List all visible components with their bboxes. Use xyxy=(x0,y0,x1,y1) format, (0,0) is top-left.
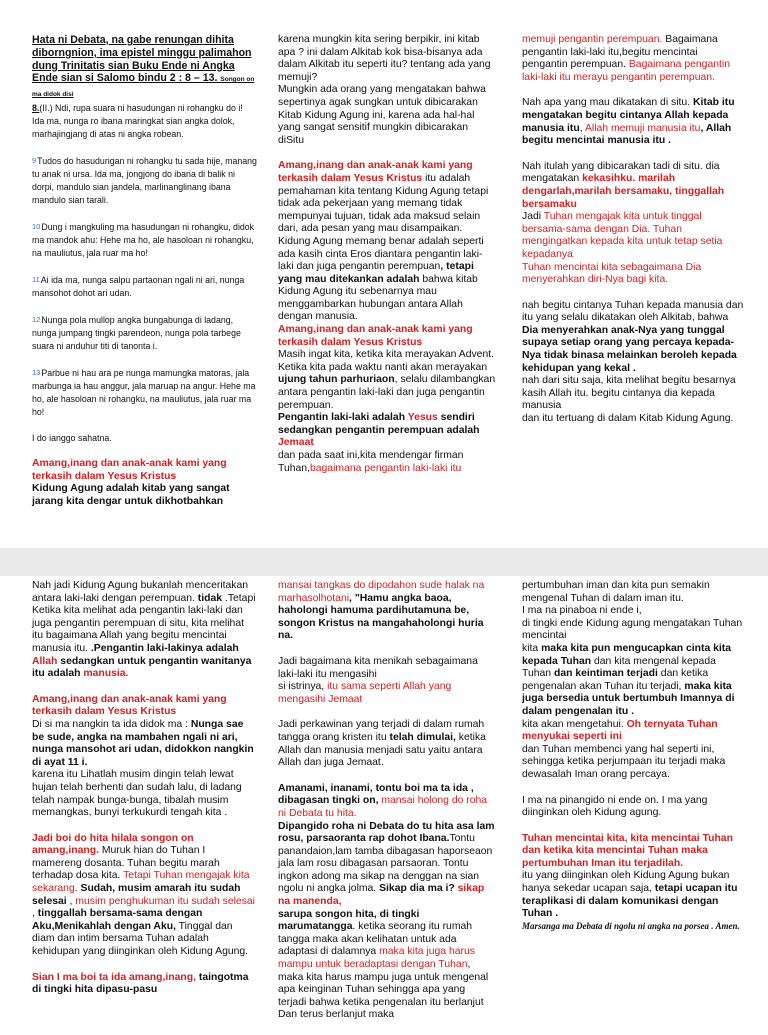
paragraph xyxy=(522,97,744,147)
red-run: Allah xyxy=(32,655,58,667)
paragraph xyxy=(522,870,744,920)
paragraph xyxy=(522,34,744,84)
verse-8 xyxy=(32,102,257,141)
text-run: sendiri sedangkan pengantin perempuan adalah xyxy=(278,412,480,436)
bold-paragraph: Kidung Agung adalah kitab yang sangat jarang kita dengar untuk dikhotbahkan xyxy=(32,483,230,507)
verse-number: 8. xyxy=(32,102,40,113)
bold-run: , tetapi yang mau ditekankan adalah xyxy=(278,261,474,285)
red-heading: Amang,inang dan anak-anak kami yang terkasih dalam Yesus Kristus xyxy=(278,160,473,184)
red-heading: Amang,inang dan anak-anak kami yang terkasih dalam Yesus Kristus xyxy=(32,457,227,482)
paragraph xyxy=(278,580,496,643)
paragraph: nah begitu cintanya Tuhan kepada manusia dan itu yang selalu dikatakan oleh Alkitab, bahwa xyxy=(522,299,744,324)
bold-run: Nunga sae be sude, angka na mambahen ngali ni ari, nunga mansohot ari udan, didokkon nangkin di ayat 11 i. xyxy=(32,718,254,768)
text-run: Muruk hian do Tuhan I mamereng dosanta. Tuhan begitu marah terhadap dosa kita. xyxy=(32,845,220,882)
bold-run: , "Hamu angka baoa, haholongi hamuma pardihutamuna be, songon Kristus na mangahaholongi huria na. xyxy=(278,592,484,642)
verse-number: 13 xyxy=(32,367,41,377)
verse-11 xyxy=(32,273,257,300)
red-heading: Amang,inang dan anak-anak kami yang terkasih dalam Yesus Kristus xyxy=(278,324,473,348)
text-run: Bagaimana pengantin laki-laki itu,begitu mencintai pengantin perempuan. xyxy=(522,34,718,71)
text-run: , maka kita harus mampu juga untuk mengenal apa keinginan Tuhan sehingga apa yang terjadi bahwa ketika pengenalan itu berlanjut Dan terus berlanjut maka xyxy=(278,959,489,1021)
red-heading: Amang,inang dan anak-anak kami yang terkasih dalam Yesus Kristus xyxy=(32,693,227,718)
paragraph xyxy=(522,719,744,744)
closing-line: I do ianggo sahatna. xyxy=(32,432,112,443)
bold-run: tetapi ucapan itu teraplikasi di dalam komunikasi dengan Tuhan . xyxy=(522,883,738,920)
paragraph: Tuhan mencintai kita sebagaimana Dia menyerahkan diri-Nya bagi kita. xyxy=(522,261,702,286)
text-run: itu yang diinginkan oleh Kidung Agung bukan hanya sekedar ucapan saja, xyxy=(522,870,730,895)
text-run: , xyxy=(66,895,76,907)
red-run: maka kita juga harus mampu untuk beradaptasi dengan Tuhan xyxy=(278,946,475,971)
text-run: . ketika seorang itu rumah tangga maka akan kelihatan untuk ada adaptasi di dalamnya xyxy=(278,921,473,958)
verse-text: Dung i mangkuling ma hasudungan ni rohangku, didok ma mandok ahu: Hehe ma ho, ale hasoloan ni rohangku, na mauliutus, jala ruar ma ho! xyxy=(32,221,255,258)
text-run: ketika Allah dan manusia menjadi satu yaitu antara Allah dan juga Jemaat. xyxy=(278,731,486,769)
paragraph xyxy=(278,349,496,412)
page1-column-2 xyxy=(278,34,496,488)
text-run: Jadi xyxy=(522,211,544,223)
bold-run: maka kita juga bersedia untuk bertumbuh Imannya di dalam pengenalan itu . xyxy=(522,680,735,717)
text-run: , xyxy=(32,908,38,920)
paragraph xyxy=(278,783,496,1022)
bold-run: maka kita pun mengucapkan cinta kita kepada Tuhan xyxy=(522,642,732,667)
page2-column-3 xyxy=(522,580,744,944)
paragraph xyxy=(278,160,496,324)
paragraph: karena itu Lihatlah musim dingin telah lewat hujan telah berhenti dan sudah lalu, di ladang telah nampak bunga-bunga, tibalah musim memangkas, bunyi terkukurdi tengah kita . xyxy=(32,769,242,819)
red-run: Yesus xyxy=(407,412,438,424)
text-run: Nah jadi Kidung Agung bukanlah menceritakan antara laki-laki dengan perempuan. xyxy=(32,580,249,604)
verse-text: Ai ida ma, nunga salpu partaonan ngali ni ari, nunga mansohot dohot ari udan. xyxy=(32,274,245,298)
red-run: kekasihku. marilah dengarlah,marilah bersamaku, tinggallah bersamaku xyxy=(522,173,725,210)
text-run: kita xyxy=(522,642,542,654)
paragraph xyxy=(32,833,257,959)
text-run: Jadi bagaimana kita menikah sebagaimana laki-laki itu mengasihi si istrinya, xyxy=(278,655,478,693)
text-run: Di si ma nangkin ta ida didok ma : xyxy=(32,718,191,730)
text-run: Masih ingat kita, ketika kita merayakan Advent. Ketika kita pada waktu nanti akan merayakan xyxy=(278,349,495,373)
paragraph: I ma na pinangido ni ende on. I ma yang diinginkan oleh Kidung agung. xyxy=(522,794,708,819)
red-run: Jadi boi do hita hilala songon on amang,inang. xyxy=(32,832,194,857)
red-run: Sian I ma boi ta ida amang,inang, xyxy=(32,971,196,983)
paragraph: dan Tuhan membenci yang hal seperti ini, sehingga ketika perjumpaan itu terjadi maka dewasalah Iman orang percaya. xyxy=(522,743,726,780)
text-run: Nah apa yang mau dikatakan di situ. xyxy=(522,97,693,109)
red-run: sikap na manenda, xyxy=(278,883,485,908)
heading-text: Hata ni Debata, na gabe renungan dihita diborngnion, ima epistel minggu palimahon dung Trinitatis sian Buku Ende ni Angka Ende sian si Salomo bindu 2 : 8 – 13. xyxy=(32,34,252,85)
page2-column-1 xyxy=(32,580,257,997)
paragraph xyxy=(278,656,496,706)
paragraph xyxy=(522,211,744,261)
text-run: .Tetapi Ketika kita melihat ada pengantin laki-laki dan juga pengantin perempuan di situ, kita melihat itu bagaimana Allah yang begitu mencintai manusia itu. xyxy=(32,592,256,654)
text-run: bahwa kitab Kidung Agung itu sebenarnya mau menggambarkan hubungan antara Allah dengan manusia. xyxy=(278,273,478,323)
text-run: Tinggal dan diam dan intim bersama Tuhan adalah kehidupan yang diinginkan oleh Kidung Agung. xyxy=(32,920,249,958)
verse-number: 9 xyxy=(32,155,37,165)
paragraph: Tuhan mencintai kita, kita mencintai Tuhan dan ketika kita mencintai Tuhan maka pertumbuhan Iman itu terjadilah. xyxy=(522,832,733,869)
red-run: mansai tangkas do dipodahon sude halak na marhasolhotani xyxy=(278,580,485,604)
text-run: itu adalah pemahaman kita tentang Kidung Agung tetapi tidak ada pekerjaan yang memang tidak mempunyai tujuan, tidak ada maksud selain dari, ada pesan yang mau disampaikan. Kidung Agung memang benar adalah seperti ada kasih cinta Eros diantara pengantin laki-laki dan juga pengantin perempuan xyxy=(278,172,489,273)
verse-10 xyxy=(32,220,257,260)
heading xyxy=(32,34,257,102)
red-run: Allah memuji manusia itu xyxy=(584,122,701,134)
paragraph: karena mungkin kita sering berpikir, ini kitab apa ? ini dalam Alkitab kok bisa-bisanya ada dalam Alkitab itu seperti itu? tentang ada yang memuji? Mungkin ada orang yang mengatakan bahwa sepertinya agak sungkan untuk dibicarakan Kitab Kidung Agung ini, karena ada hal-hal yang sangat sensitif mungkin dibicarakan diSitu xyxy=(278,34,491,146)
verse-9 xyxy=(32,154,257,207)
verse-number: 10 xyxy=(32,221,41,231)
paragraph xyxy=(522,161,744,211)
closing-prayer: Marsanga ma Debata di ngolu ni angka na porsea . Amen. xyxy=(522,920,740,931)
red-run: Bagaimana pengantin laki-laki itu merayu pengantin perempuan. xyxy=(522,59,730,83)
paragraph xyxy=(32,719,257,769)
paragraph: nah dari situ saja, kita melihat begitu besarnya kasih Allah itu. begitu cintanya dia kepada manusia dan itu tertuang di dalam Kitab Kidung Agung. xyxy=(522,375,736,425)
page1-column-3 xyxy=(522,34,744,439)
bold-run: .Pengantin laki-lakinya adalah xyxy=(90,642,239,654)
red-run: bagaimana pengantin laki-laki itu xyxy=(309,462,462,474)
bold-run: Kitab itu mengatakan begitu cintanya Allah kepada manusia itu xyxy=(522,97,735,134)
verse-number: 12 xyxy=(32,314,41,324)
paragraph xyxy=(32,972,257,997)
page-2 xyxy=(0,548,768,1024)
bold-run: sedangkan untuk pengantin wanitanya itu adalah xyxy=(32,655,252,680)
verse-text: (II.) Ndi, rupa suara ni hasudungan ni rohangku do i! Ida ma, nunga ro ibana maringkat sian angka dolok, marhajingjang di atas ni angka robean. xyxy=(32,102,243,139)
bold-run: dan keintiman terjadi xyxy=(553,668,658,680)
bold-run: , Allah begitu mencintai manusia itu . xyxy=(522,122,732,147)
bold-run: Dipangido roha ni Debata do tu hita asa lam rosu, parsaoranta rap dohot Ibana. xyxy=(278,820,495,845)
verse-number: 11 xyxy=(32,274,40,284)
bold-run: ujung tahun parhuriaon xyxy=(278,374,395,386)
text-run: Pengantin laki-laki adalah xyxy=(278,412,408,424)
text-run: dan ketika pengenalan akan Tuhan itu terjadi, xyxy=(522,668,709,692)
verse-text: Parbue ni hau ara pe nunga mamungka matoras, jala marbunga ia hau anggur, jala maruap na angur. Hehe ma ho, ale hasoloan ni rohangku, na mauliutus, jala ruar ma ho! xyxy=(32,367,256,417)
red-run: memuji pengantin perempuan. xyxy=(522,34,663,45)
text-run: Tontu panandaion,lam tamba dibagasan haporseaon jala lam rosu dibagasan parsaoran. Tontu ingkon adong ma sikap na denggan na sian ngolu ni angka jolma. xyxy=(278,833,493,895)
red-run: musim penghukuman itu sudah selesai xyxy=(75,895,255,907)
bold-run: telah dimulai, xyxy=(389,731,456,743)
verse-12 xyxy=(32,313,257,353)
text-run: dan kita mengenal kepada Tuhan xyxy=(522,655,716,680)
paragraph: Dia menyerahkan anak-Nya yang tunggal supaya setiap orang yang percaya kepada-Nya tidak binasa melainkan beroleh kepada kehidupan yang kekal . xyxy=(522,324,737,374)
paragraph: pertumbuhan iman dan kita pun semakin mengenal Tuhan di dalam iman itu. I ma na pinaboa ni ende i, di tingki ende Kidung agung mengatakan Tuhan mencintai xyxy=(522,580,743,642)
text-run: , xyxy=(579,122,585,134)
text-run: Nah itulah yang dibicarakan tadi di situ. dia mengatakan xyxy=(522,160,720,185)
text-run: dan pada saat ini,kita mendengar firman Tuhan, xyxy=(278,450,464,474)
red-run: Tetapi Tuhan mengajak kita sekarang xyxy=(32,870,250,895)
text-run: kita akan mengetahui. xyxy=(522,718,627,730)
red-run: Jemaat xyxy=(278,437,314,449)
text-run: , selalu dilambangkan antara pengantin laki-laki dan juga pengantin perempuan. xyxy=(278,374,496,411)
paragraph xyxy=(278,719,496,769)
page2-column-2 xyxy=(278,580,496,1035)
page1-column-1 xyxy=(32,34,257,521)
verse-text: Tudos do hasudungan ni rohangku tu sada hije, manang tu anak ni ursa. Ida ma, jongjong do ibana di balik ni dorpi, mandulo sian jandela, marlinanglinang ibana mandulo sian tarali. xyxy=(32,155,257,205)
red-run: manusia. xyxy=(83,668,129,680)
verse-13 xyxy=(32,366,257,419)
bold-run: Sudah, musim amarah itu sudah selesai xyxy=(32,883,241,907)
paragraph xyxy=(32,580,257,681)
heading-note: Songon on ma didok disi xyxy=(32,76,255,99)
bold-run: tidak xyxy=(197,592,223,604)
verse-text: Nunga pola mullop angka bungabunga di ladang, nunga jumpang tingki parendeon, nunga pola tarbege suara ni anduhur titi di tanonta i. xyxy=(32,314,241,351)
red-run: Tuhan mengajak kita untuk tinggal bersama-sama dengan Dia. Tuhan mengingatkan kepada kita untuk tetap setia kepadanya xyxy=(522,211,723,260)
text-run: Jadi perkawinan yang terjadi di dalam rumah tangga orang kristen itu xyxy=(278,719,485,743)
red-run: Oh ternyata Tuhan menyukai seperti ini xyxy=(522,718,718,743)
paragraph xyxy=(278,412,496,450)
paragraph xyxy=(522,643,744,719)
paragraph xyxy=(278,450,496,475)
red-run: itu sama seperti Allah yang mengasihi Jemaat xyxy=(278,681,452,705)
bold-run: sarupa songon hita, di tingki marumatangga xyxy=(278,908,420,933)
bold-run: Amanami, inanami, tontu boi ma ta ida , dibagasan tingki on, xyxy=(278,782,474,807)
text-run: . xyxy=(74,883,81,895)
bold-run: Sikap dia ma i? xyxy=(379,883,458,895)
bold-run: tinggallah bersama-sama dengan Aku,Menikahlah dengan Aku, xyxy=(32,908,203,932)
red-run: mansai holong do roha ni Debata tu hita. xyxy=(278,795,488,819)
bold-run: taingotma di tingki hita dipasu-pasu xyxy=(32,971,249,996)
